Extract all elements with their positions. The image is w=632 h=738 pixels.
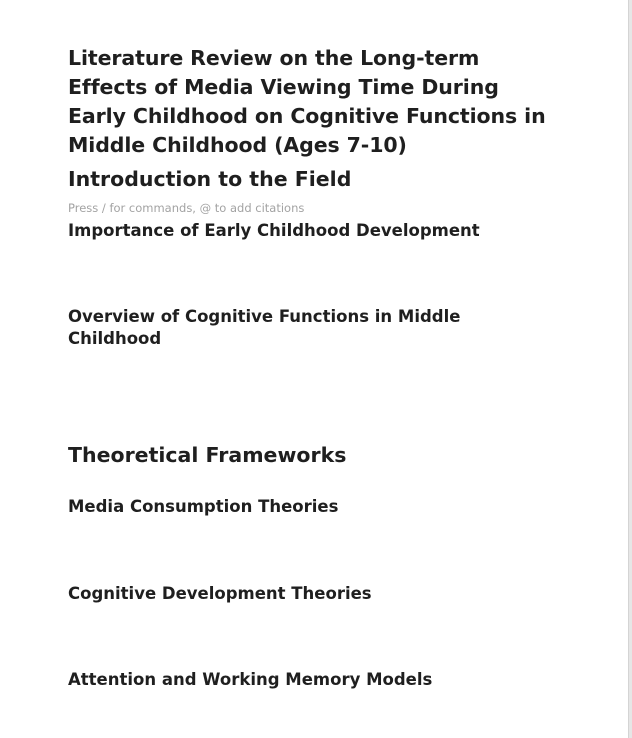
empty-paragraph[interactable] (68, 350, 558, 440)
subsection-heading-media-consumption[interactable]: Media Consumption Theories (68, 497, 339, 516)
scrollbar-track[interactable] (628, 0, 632, 738)
subsection-heading-early-childhood[interactable]: Importance of Early Childhood Development (68, 221, 480, 240)
subsection-heading-cognitive-development[interactable]: Cognitive Development Theories (68, 584, 372, 603)
empty-paragraph[interactable] (68, 518, 558, 583)
subsection-heading-attention-memory[interactable]: Attention and Working Memory Models (68, 670, 433, 689)
subsection-heading-cognitive-functions[interactable]: Overview of Cognitive Functions in Middle Childhood (68, 307, 461, 348)
section-heading-theoretical-frameworks[interactable]: Theoretical Frameworks (68, 443, 347, 467)
section-heading-introduction[interactable]: Introduction to the Field (68, 167, 352, 191)
empty-paragraph[interactable] (68, 470, 558, 496)
empty-paragraph[interactable] (68, 605, 558, 669)
document-title[interactable]: Literature Review on the Long-term Effects of Media Viewing Time During Early Childhood on Cognitive Functions in Middle Childhood (Ages 7-10) (68, 46, 546, 157)
empty-paragraph[interactable] (68, 242, 558, 306)
document-body[interactable] (68, 44, 558, 691)
editor-placeholder[interactable]: Press / for commands, @ to add citations (68, 201, 305, 215)
